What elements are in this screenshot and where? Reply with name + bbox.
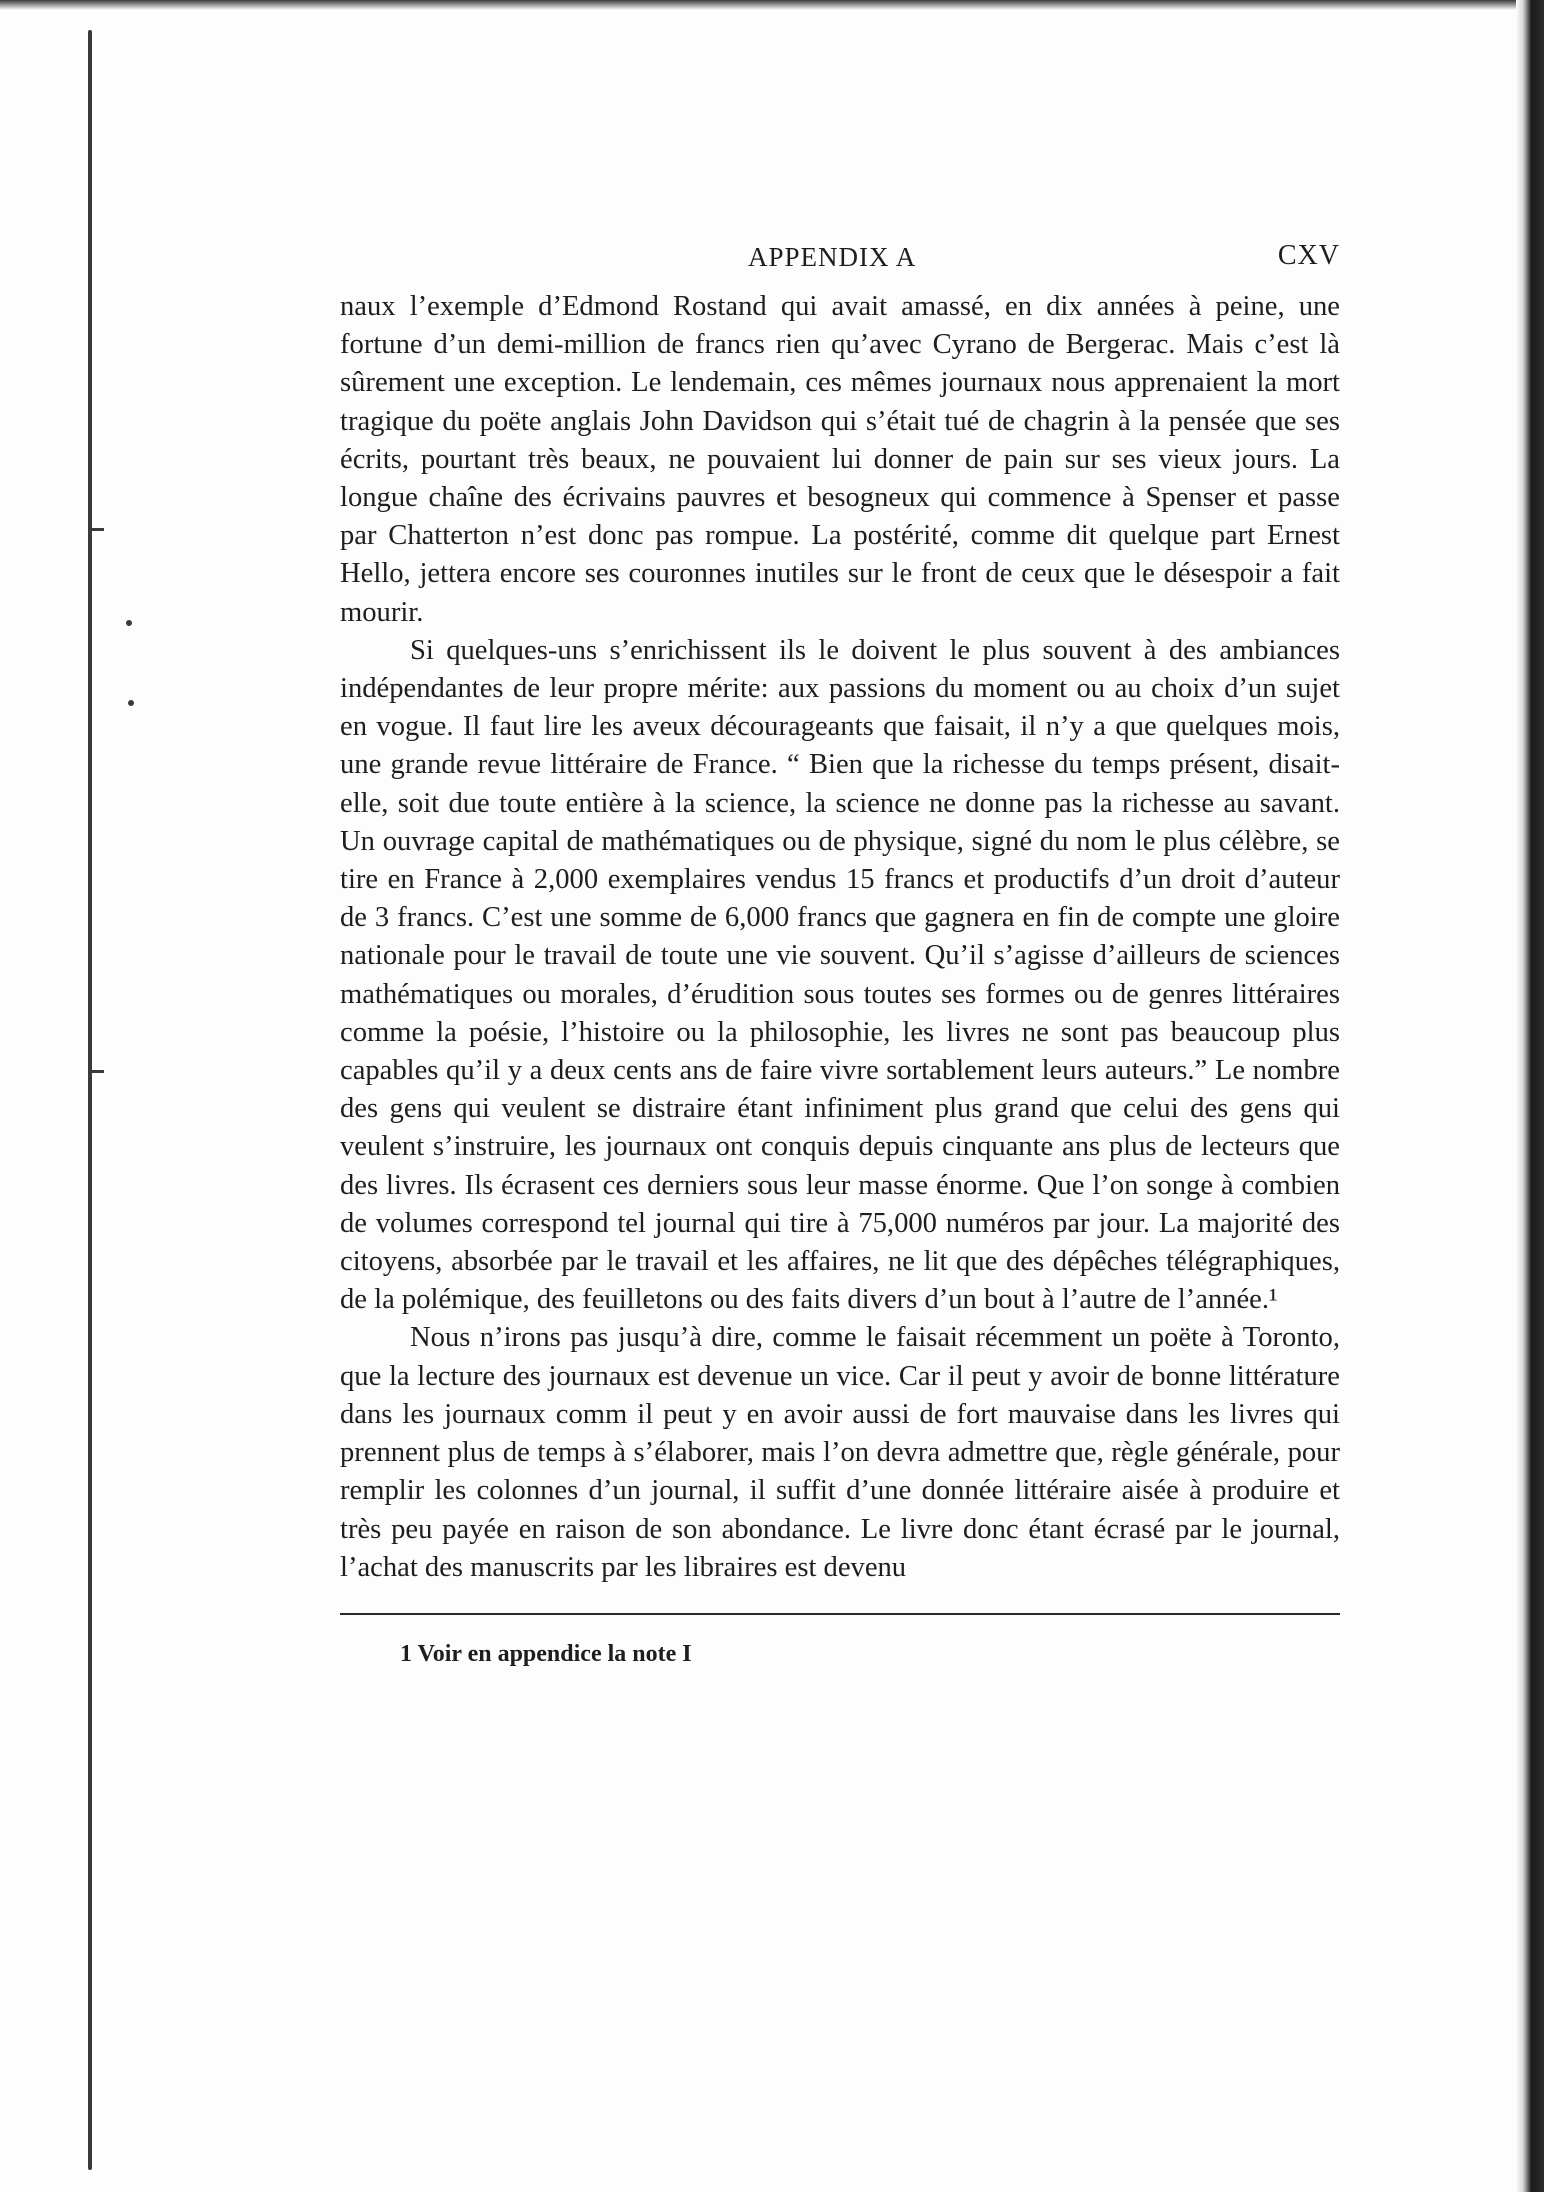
- paragraph: naux l’exemple d’Edmond Rostand qui avait amassé, en dix années à peine, une fortune d’un demi-million de francs rien qu’avec Cyrano de Bergerac. Mais c’est là sûrement une exception. Le lendemain, ces mêmes journaux nous apprenaient la mort tragique du poëte anglais John Davidson qui s’était tué de chagrin à la pensée que ses écrits, pourtant très beaux, ne pouvaient lui donner de pain sur ses vieux jours. La longue chaîne des écrivains pauvres et besogneux qui commence à Spenser et passe par Chatterton n’est donc pas rompue. La postérité, comme dit quelque part Ernest Hello, jettera encore ses couronnes inutiles sur le front de ceux que le désespoir a fait mourir.: [340, 291, 1340, 628]
- footnote-rule: [340, 1613, 1340, 1615]
- scan-top-edge: [0, 0, 1544, 10]
- paragraph: Si quelques-uns s’enrichissent ils le doivent le plus souvent à des ambiances indépendantes de leur propre mérite: aux passions du moment ou au choix d’un sujet en vogue. Il faut lire les aveux décourageants que faisait, il n’y a que quelques mois, une grande revue littéraire de France. “ Bien que la richesse du temps présent, disait-elle, soit due toute entière à la science, la science ne donne pas la richesse au savant. Un ouvrage capital de mathématiques ou de physique, signé du nom le plus célèbre, se tire en France à 2,000 exemplaires vendus 15 francs et productifs d’un droit d’auteur de 3 francs. C’est une somme de 6,000 francs que gagnera en fin de compte une gloire nationale pour le travail de toute une vie souvent. Qu’il s’agisse d’ailleurs de sciences mathématiques ou morales, d’érudition sous toutes ses formes ou de genres littéraires comme la poésie, l’histoire ou la philosophie, les livres ne sont pas beaucoup plus capables qu’il y a deux cents ans de faire vivre sortablement leurs auteurs.” Le nombre des gens qui veulent se distraire étant infiniment plus grand que celui des gens qui veulent s’instruire, les journaux ont conquis depuis cinquante ans plus de lecteurs que des livres. Ils écrasent ces derniers sous leur masse énorme. Que l’on songe à combien de volumes correspond tel journal qui tire à 75,000 numéros par jour. La majorité des citoyens, absorbée par le travail et les affaires, ne lit que des dépêches télégraphiques, de la polémique, des feuilletons ou des faits divers d’un bout à l’autre de l’année.¹: [340, 634, 1340, 1316]
- running-title: APPENDIX A: [748, 242, 917, 272]
- binding-mark: [92, 528, 104, 531]
- binding-mark: [128, 700, 134, 706]
- binding-line: [88, 30, 92, 2170]
- footnote: 1 Voir en appendice la note I: [400, 1640, 692, 1667]
- book-page: [340, 236, 1340, 1668]
- page-number: CXV: [1277, 240, 1340, 271]
- paragraph: Nous n’irons pas jusqu’à dire, comme le faisait récemment un poëte à Toronto, que la lecture des journaux est devenue un vice. Car il peut y avoir de bonne littérature dans les journaux comm il peut y en avoir aussi de fort mauvaise dans les livres qui prennent plus de temps à s’élaborer, mais l’on devra admettre que, règle générale, pour remplir les colonnes d’un journal, il suffit d’une donnée littéraire aisée à produire et très peu payée en raison de son abondance. Le livre donc étant écrasé par le journal, l’achat des manuscrits par les libraires est devenu: [340, 1322, 1340, 1583]
- running-head: [340, 236, 1340, 282]
- binding-mark: [126, 620, 132, 626]
- body-text: [340, 288, 1340, 1587]
- scan-right-edge: [1516, 0, 1544, 2192]
- binding-mark: [92, 1070, 104, 1073]
